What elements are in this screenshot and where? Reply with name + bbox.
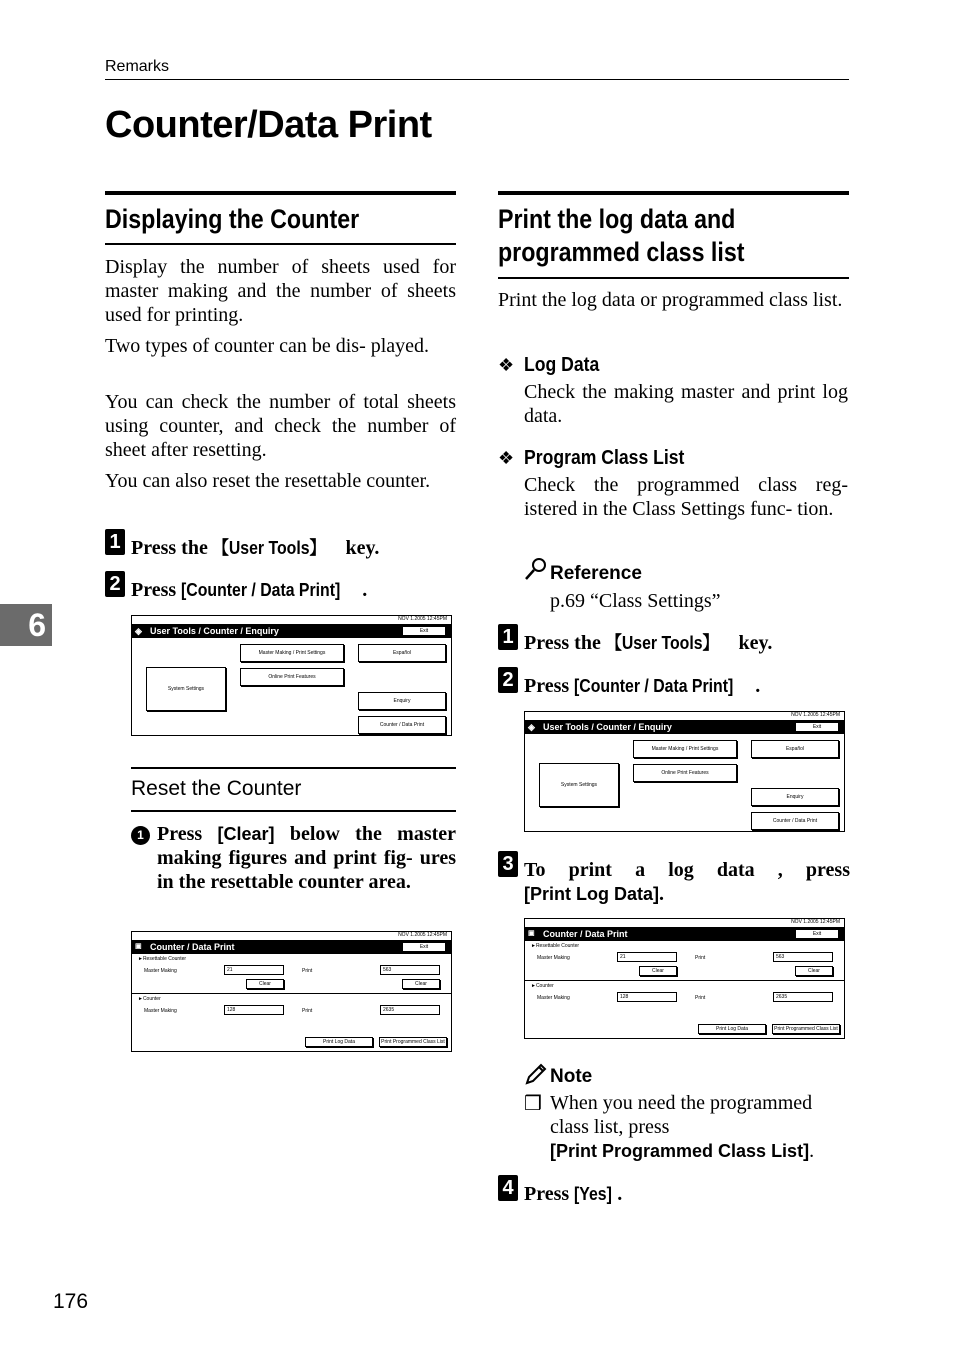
print-label: Print [302,1008,313,1014]
screen-title: User Tools / Counter / Enquiry [543,722,672,732]
button-label: System Settings [560,782,598,788]
paragraph: Print the log data or programmed class list. [498,289,843,311]
subsection-rule-bottom [131,810,456,812]
resettable-counter-label: ►Resettable Counter [138,956,187,962]
button-label: Master Making / Print Settings [651,746,719,752]
step-number: 3 [498,851,518,877]
step-text: . [659,883,664,905]
chapter-tab: 6 [0,604,52,646]
master-making-label: Master Making [144,968,177,974]
exit-button[interactable]: Exit [402,626,446,636]
key-label: [Clear] [217,824,275,844]
online-print-button[interactable] [633,764,737,782]
note-label: Note [550,1066,593,1087]
note-bullet-icon: ❒ [524,1093,542,1115]
counter-label: ►Counter [531,983,554,989]
master-making-button[interactable] [633,740,737,758]
sub-step-marker: 1 [131,826,150,845]
screen-title: Counter / Data Print [543,929,628,939]
divider [132,993,451,994]
key-label: 【User Tools】 [212,538,326,558]
system-settings-button[interactable] [539,763,619,807]
note-text-part: When you need the programmed class list, press [550,1092,813,1138]
running-head: Remarks [105,58,170,75]
step-text: . [755,675,761,697]
step-number: 2 [498,667,518,693]
master-making-label: Master Making [537,955,570,961]
paragraph: You can check the number of total sheets using counter, and check the number of sheet after resetting. [105,391,456,461]
section-title-print-log-line1: Print the log data and [498,204,736,234]
status-date [791,712,840,718]
paragraph: You can also reset the resettable counter. [105,470,431,492]
button-label: Español [392,650,412,656]
counter-label: ►Counter [138,996,161,1002]
total-print-value: 2635 [773,992,833,1002]
exit-button[interactable]: Exit [402,942,446,952]
note-text-part: . [809,1140,815,1162]
key-label: [Counter / Data Print] [574,676,734,696]
online-print-button[interactable] [240,668,344,686]
status-date [398,616,447,622]
section-rule-bottom [105,243,456,245]
status-month: NOV [398,932,409,938]
key-label: [Yes] [574,1184,613,1204]
step-text: key. [345,537,380,559]
step-instruction [131,578,461,602]
subsection-title: Reset the Counter [131,777,302,800]
status-date [398,932,447,938]
step-text: To print a log data , press [524,859,850,881]
step-text: . [362,579,368,601]
step-text: . [617,1183,623,1205]
exit-button[interactable]: Exit [795,722,839,732]
button-label: Enquiry [393,698,411,704]
print-programmed-class-list-button[interactable]: Print Programmed Class List [772,1024,840,1034]
step-instruction [524,1182,622,1206]
screen-title: Counter / Data Print [150,942,235,952]
section-rule-bottom [498,277,849,279]
status-time: 1.2005 12:45PM [803,712,840,718]
header-rule [105,79,849,80]
master-making-label: Master Making [537,995,570,1001]
step-text: Press the [524,632,601,654]
paragraph: Two types of counter can be dis- played. [105,335,430,357]
subsection-rule-top [131,767,456,769]
section-rule-top [498,191,849,195]
counter-icon: ▣ [135,943,142,950]
counter-data-print-button[interactable] [358,716,446,734]
step-text: Press the [131,537,208,559]
program-class-heading: Program Class List [524,447,685,469]
section-title-displaying-counter: Displaying the Counter [105,204,360,234]
log-data-heading: Log Data [524,354,600,376]
screen-counter-data-print [131,931,452,1052]
step-number: 2 [105,571,125,597]
button-label: Counter / Data Print [379,722,425,728]
screen-title: User Tools / Counter / Enquiry [150,626,279,636]
counter-icon: ▣ [528,930,535,937]
enquiry-button[interactable] [751,788,839,806]
status-date [791,919,840,925]
print-log-data-button[interactable]: Print Log Data [305,1037,373,1047]
step-text: Press [524,675,570,697]
reference-text: p.69 “Class Settings” [550,590,721,612]
reset-master-value: 21 [224,965,284,975]
step-instruction [524,858,850,906]
total-master-value: 128 [617,992,677,1002]
step-instruction [524,674,760,698]
clear-master-button[interactable]: Clear [246,979,284,989]
language-button[interactable] [751,740,839,758]
diamond-bullet-icon: ❖ [498,355,515,375]
button-label: Master Making / Print Settings [258,650,326,656]
step-number: 4 [498,1175,518,1201]
clear-print-button[interactable]: Clear [402,979,440,989]
button-label: Counter / Data Print [772,818,818,824]
clear-master-button[interactable]: Clear [639,966,677,976]
print-label: Print [695,955,706,961]
step-text: Press [157,823,203,845]
step-instruction [524,631,772,655]
section-title-print-log-line2: programmed class list [498,237,745,267]
page-number: 176 [53,1290,89,1313]
counter-data-print-button[interactable] [751,812,839,830]
print-label: Print [695,995,706,1001]
step-text: Press [524,1183,570,1205]
reset-print-value: 563 [773,952,833,962]
button-label: Online Print Features [661,770,709,776]
print-label: Print [302,968,313,974]
print-log-data-button[interactable]: Print Log Data [698,1024,766,1034]
status-month: NOV [398,616,409,622]
system-settings-button[interactable] [146,667,226,711]
section-rule-top [105,191,456,195]
log-data-text: Check the making master and print log data. [524,381,848,427]
pencil-icon [524,1062,548,1086]
step-number: 1 [105,529,125,555]
key-label: [Print Log Data] [524,884,659,904]
total-print-value: 2635 [380,1005,440,1015]
diamond-bullet-icon: ❖ [498,448,515,468]
key-label: [Print Programmed Class List] [550,1141,810,1161]
status-month: NOV [791,712,802,718]
step-text: below the master making figures and print fig- ures in the resettable counter area. [157,823,457,893]
enquiry-button[interactable] [358,692,446,710]
status-time: 1.2005 12:45PM [410,616,447,622]
master-making-button[interactable] [240,644,344,662]
screen-user-tools [524,711,845,832]
reference-label: Reference [550,563,642,584]
step-instruction [131,536,461,560]
step-text: Press [131,579,177,601]
screen-user-tools [131,615,452,736]
reset-print-value: 563 [380,965,440,975]
button-label: Español [785,746,805,752]
page-title: Counter/Data Print [105,104,432,146]
button-label: Enquiry [786,794,804,800]
reset-master-value: 21 [617,952,677,962]
master-making-label: Master Making [144,1008,177,1014]
magnifier-icon [524,557,548,581]
screen-counter-data-print [524,918,845,1039]
language-button[interactable] [358,644,446,662]
print-programmed-class-list-button[interactable]: Print Programmed Class List [379,1037,447,1047]
status-month: NOV [791,919,802,925]
resettable-counter-label: ►Resettable Counter [531,943,580,949]
diamond-icon: ◈ [528,722,535,732]
note-text [550,1091,850,1163]
key-label: 【User Tools】 [605,633,719,653]
status-time: 1.2005 12:45PM [410,932,447,938]
total-master-value: 128 [224,1005,284,1015]
button-label: System Settings [167,686,205,692]
status-time: 1.2005 12:45PM [803,919,840,925]
button-label: Online Print Features [268,674,316,680]
divider [525,980,844,981]
exit-button[interactable]: Exit [795,929,839,939]
step-number: 1 [498,624,518,650]
program-class-text: Check the programmed class reg- istered in the Class Settings func- tion. [524,474,848,520]
diamond-icon: ◈ [135,626,142,636]
sub-step-instruction [157,822,456,894]
key-label: [Counter / Data Print] [181,580,341,600]
clear-print-button[interactable]: Clear [795,966,833,976]
paragraph: Display the number of sheets used for master making and the number of sheets used for printing. [105,256,456,326]
step-text: key. [738,632,773,654]
